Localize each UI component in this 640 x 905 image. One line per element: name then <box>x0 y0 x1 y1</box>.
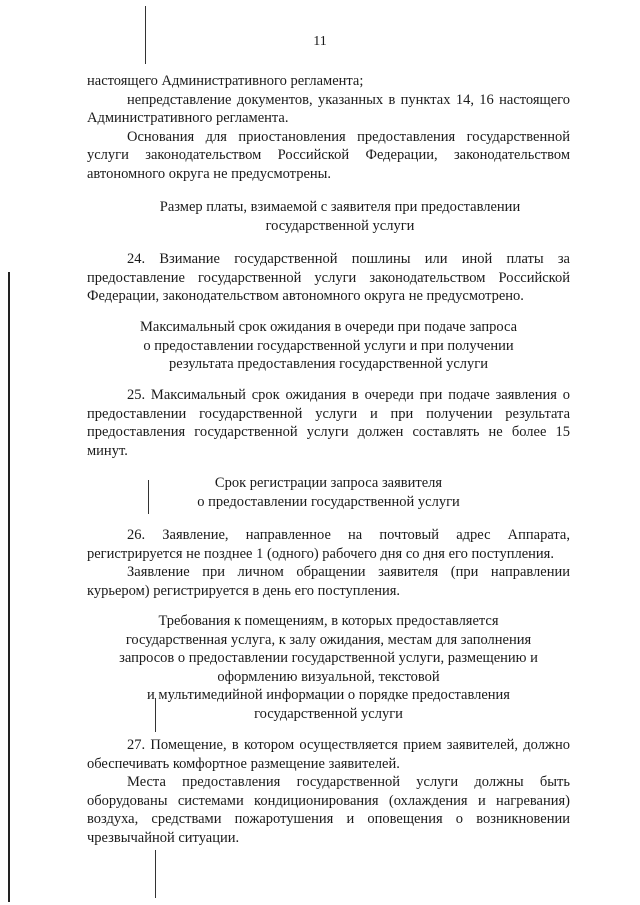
section-heading <box>87 318 570 374</box>
heading-line: запросов о предоставлении государственной услуги, размещению и <box>119 650 538 666</box>
page-number: 11 <box>313 34 327 49</box>
paragraph: 27. Помещение, в котором осуществляется прием заявителей, должно обеспечивать комфортное размещение заявителей. <box>87 737 570 772</box>
heading-line: государственной услуги <box>254 705 403 722</box>
paragraph: 25. Максимальный срок ожидания в очереди при подаче заявления о предоставлении государственной услуги и при получении результата предоставления государственной услуги должен составлять не более 15 минут. <box>87 387 570 459</box>
heading-line: Срок регистрации запроса заявителя <box>214 475 443 491</box>
section-heading <box>87 612 570 723</box>
text-block <box>87 250 570 306</box>
heading-line: результата предоставления государственной услуги <box>169 356 488 372</box>
paragraph: Заявление при личном обращении заявителя (при направлении курьером) регистрируется в день его поступления. <box>87 564 570 599</box>
heading-line: Максимальный срок ожидания в очереди при подаче запроса <box>139 319 518 335</box>
paragraph: 24. Взимание государственной пошлины или иной платы за предоставление государственной услуги законодательством Российской Федерации, законодательством автономного округа не предусмотрено. <box>87 251 570 304</box>
paragraph: Места предоставления государственной услуги должны быть оборудованы системами кондиционирования (охлаждения и нагревания) воздуха, средствами пожаротушения и оповещения о возникновении чрезвычайной ситуации. <box>87 774 570 846</box>
heading-line: Требования к помещениям, в которых предоставляется <box>158 613 499 629</box>
heading-line: о предоставлении государственной услуги <box>197 493 460 510</box>
heading-line: оформлению визуальной, текстовой <box>217 668 440 685</box>
heading-text: Размер платы, взимаемой с заявителя при предоставлении государственной услуги <box>159 199 521 234</box>
paragraph: настоящего Административного регламента; <box>87 73 364 89</box>
paragraph: Основания для приостановления предоставления государственной услуги законодательством Российской Федерации, законодательством автономного округа не предусмотрены. <box>87 128 570 182</box>
text-block <box>87 736 570 847</box>
section-heading <box>87 474 570 511</box>
text-block <box>87 386 570 460</box>
text-block <box>87 526 570 600</box>
scan-mark <box>155 850 156 898</box>
scan-mark <box>8 272 10 902</box>
heading-line: государственная услуга, к залу ожидания, местам для заполнения <box>125 631 532 648</box>
heading-line: о предоставлении государственной услуги и при получении <box>143 337 514 354</box>
paragraph: 26. Заявление, направленное на почтовый адрес Аппарата, регистрируется не позднее 1 (одного) рабочего дня со дня его поступления. <box>87 527 570 562</box>
paragraph: непредставление документов, указанных в пунктах 14, 16 настоящего Административного регламента. <box>87 91 570 126</box>
heading-line: и мультимедийной информации о порядке предоставления <box>147 687 510 703</box>
text-block <box>87 72 570 183</box>
section-heading <box>130 198 550 235</box>
